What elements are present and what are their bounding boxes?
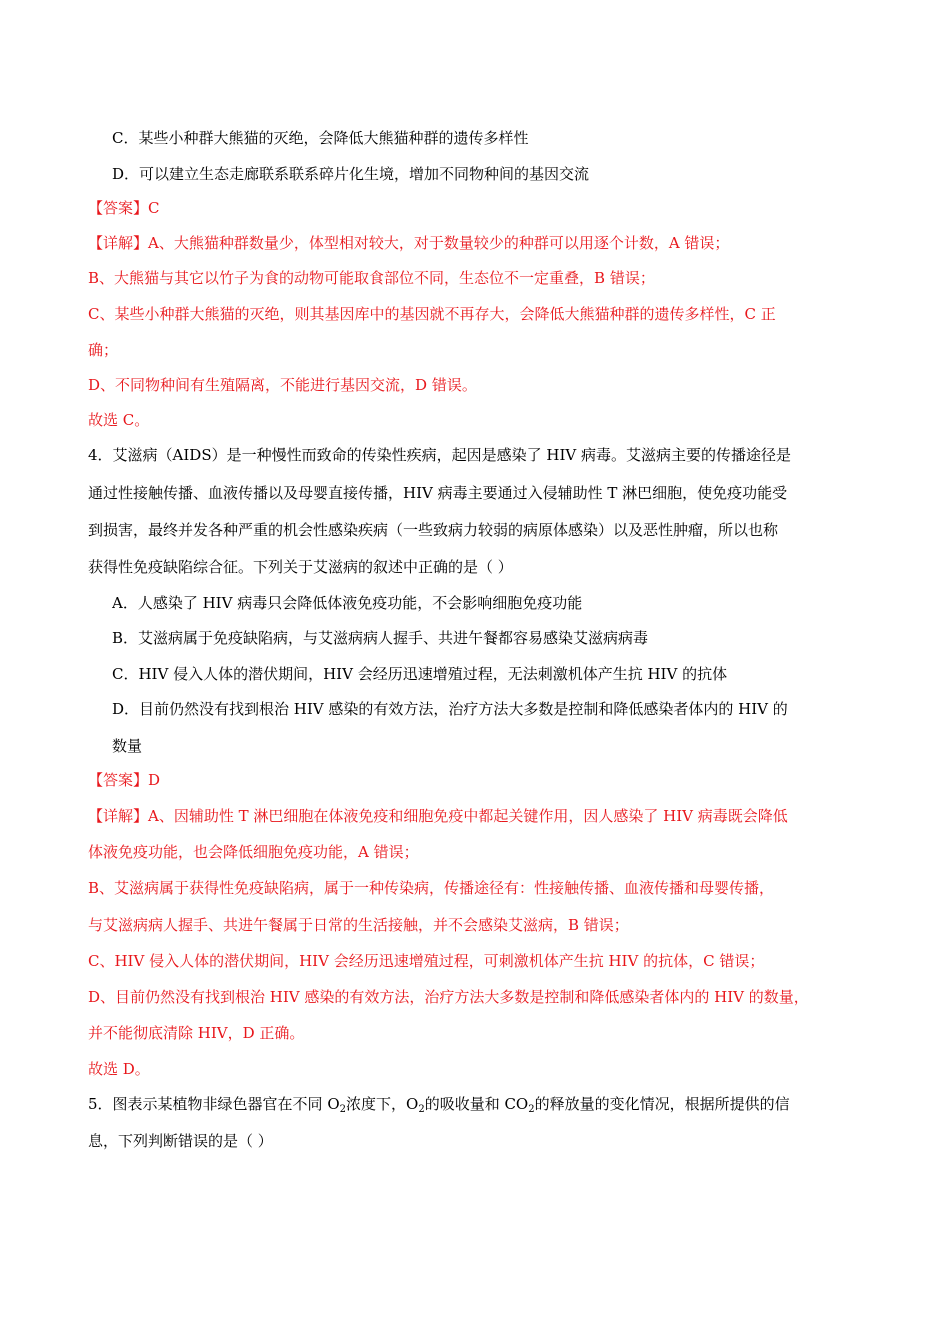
q4-option-b: B．艾滋病属于免疫缺陷病，与艾滋病病人握手、共进午餐都容易感染艾滋病病毒	[112, 629, 649, 647]
q3-option-c: C．某些小种群大熊猫的灭绝，会降低大熊猫种群的遗传多样性	[112, 129, 529, 147]
q4-explain-line: 与艾滋病病人握手、共进午餐属于日常的生活接触，并不会感染艾滋病，B 错误；	[88, 916, 629, 934]
q3-explain-line: 确；	[88, 341, 119, 359]
q4-stem-line: 通过性接触传播、血液传播以及母婴直接传播，HIV 病毒主要通过入侵辅助性 T 淋巴细胞，使免疫功能受	[88, 484, 788, 502]
q4-conclusion: 故选 D。	[88, 1060, 150, 1078]
q3-option-d: D．可以建立生态走廊联系联系碎片化生境，增加不同物种间的基因交流	[112, 165, 590, 183]
q4-explain-line: D、目前仍然没有找到根治 HIV 感染的有效方法，治疗方法大多数是控制和降低感染者体内的 HIV 的数量，	[88, 988, 809, 1006]
q3-explain-line: D、不同物种间有生殖隔离，不能进行基因交流，D 错误。	[88, 376, 477, 394]
q4-explain-line: C、HIV 侵入人体的潜伏期间，HIV 会经历迅速增殖过程，可刺激机体产生抗 HIV 的抗体，C 错误；	[88, 952, 765, 970]
q4-option-a: A．人感染了 HIV 病毒只会降低体液免疫功能，不会影响细胞免疫功能	[112, 594, 583, 612]
q3-explain-line: 【详解】A、大熊猫种群数量少，体型相对较大，对于数量较少的种群可以用逐个计数，A 错误；	[88, 234, 730, 252]
q4-option-c: C．HIV 侵入人体的潜伏期间，HIV 会经历迅速增殖过程，无法刺激机体产生抗 HIV 的抗体	[112, 665, 728, 683]
subscript: 2	[339, 1104, 346, 1114]
subscript: 2	[418, 1104, 425, 1114]
q5-stem-part: 的吸收量和 CO	[424, 1095, 529, 1113]
q4-stem-line: 获得性免疫缺陷综合征。下列关于艾滋病的叙述中正确的是（ ）	[88, 558, 513, 576]
q4-explain-line: 并不能彻底清除 HIV，D 正确。	[88, 1024, 305, 1042]
q4-option-d: D．目前仍然没有找到根治 HIV 感染的有效方法，治疗方法大多数是控制和降低感染者体内的 HIV 的	[112, 700, 788, 718]
q3-explain-line: B、大熊猫与其它以竹子为食的动物可能取食部位不同，生态位不一定重叠，B 错误；	[88, 269, 655, 287]
q5-stem-part: 浓度下，O	[346, 1095, 419, 1113]
q5-stem-part: 5．图表示某植物非绿色器官在不同 O	[88, 1095, 340, 1113]
q5-stem-line-1	[88, 1094, 863, 1114]
q4-explain-line: 【详解】A、因辅助性 T 淋巴细胞在体液免疫和细胞免疫中都起关键作用，因人感染了 HIV 病毒既会降低	[88, 807, 788, 825]
q5-stem-part: 的释放量的变化情况，根据所提供的信	[534, 1095, 790, 1113]
q4-explain-line: B、艾滋病属于获得性免疫缺陷病，属于一种传染病，传播途径有：性接触传播、血液传播和母婴传播，	[88, 879, 775, 897]
q4-stem-line: 到损害，最终并发各种严重的机会性感染疾病（一些致病力较弱的病原体感染）以及恶性肿瘤，所以也称	[88, 521, 779, 539]
subscript: 2	[528, 1104, 535, 1114]
q4-stem-line: 4．艾滋病（AIDS）是一种慢性而致命的传染性疾病，起因是感染了 HIV 病毒。艾滋病主要的传播途径是	[88, 446, 791, 464]
q3-explain-line: C、某些小种群大熊猫的灭绝，则其基因库中的基因就不再存大，会降低大熊猫种群的遗传多样性，C 正	[88, 305, 776, 323]
q3-conclusion: 故选 C。	[88, 411, 150, 429]
q5-stem-line-2: 息，下列判断错误的是（ ）	[88, 1132, 273, 1150]
q3-answer: 【答案】C	[88, 199, 160, 217]
q4-explain-line: 体液免疫功能，也会降低细胞免疫功能，A 错误；	[88, 843, 419, 861]
q4-option-d-cont: 数量	[112, 737, 143, 755]
q4-answer: 【答案】D	[88, 771, 161, 789]
